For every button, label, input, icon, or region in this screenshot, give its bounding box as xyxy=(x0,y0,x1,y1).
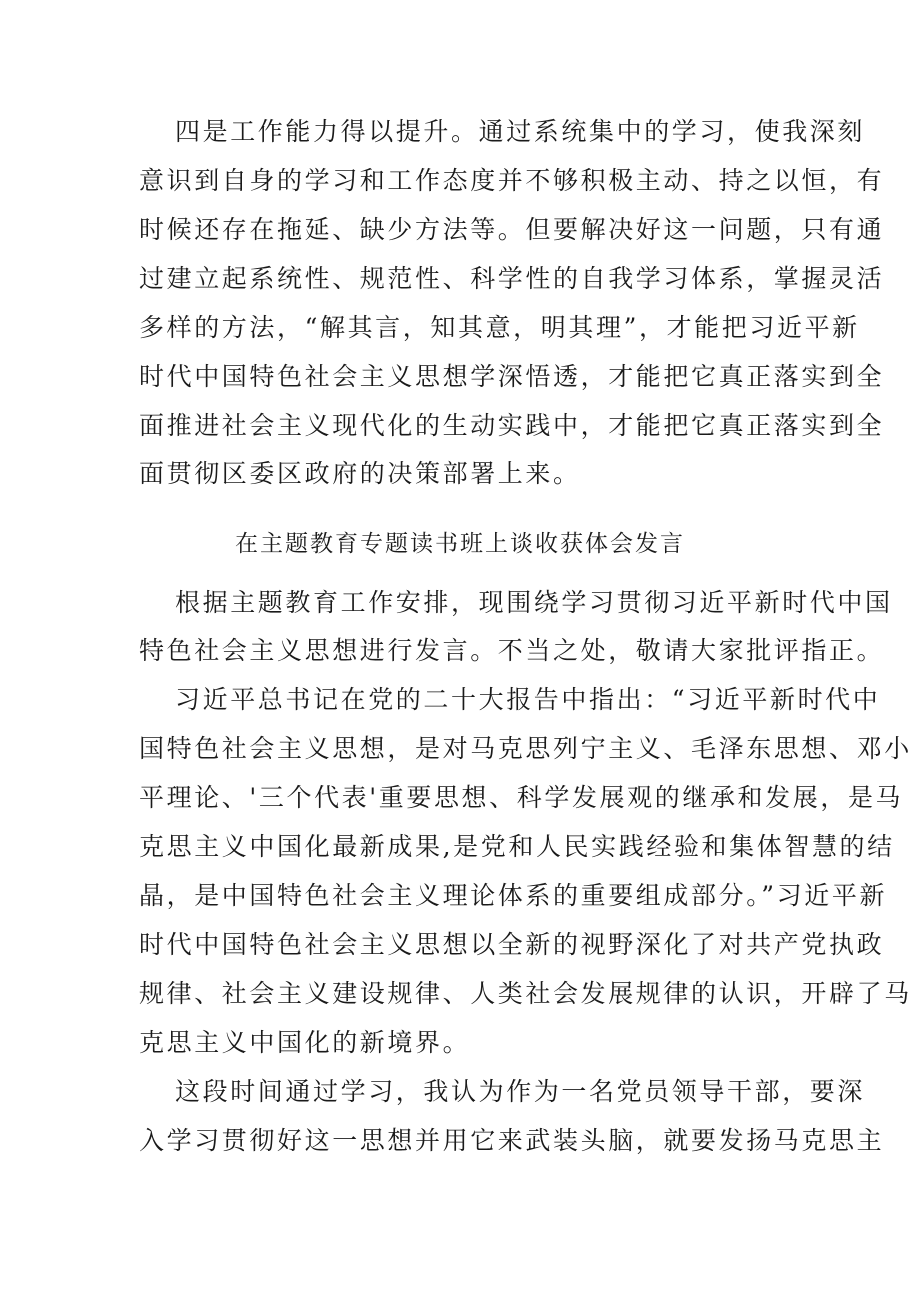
paragraph-line: 四是工作能力得以提升。通过系统集中的学习，使我深刻 xyxy=(175,117,866,146)
paragraph-line: 晶，是中国特色社会主义理论体系的重要组成部分。”习近平新 xyxy=(139,881,888,910)
paragraph-line: 时代中国特色社会主义思想学深悟透，才能把它真正落实到全 xyxy=(139,362,885,391)
paragraph-line: 入学习贯彻好这一思想并用它来武装头脑，就要发扬马克思主 xyxy=(139,1126,885,1155)
paragraph-line: 克思主义中国化最新成果,是党和人民实践经验和集体智慧的结 xyxy=(139,832,895,861)
paragraph-line: 规律、社会主义建设规律、人类社会发展规律的认识，开辟了马 xyxy=(139,979,912,1008)
paragraph-line: 面推进社会主义现代化的生动实践中，才能把它真正落实到全 xyxy=(139,411,885,440)
paragraph-line: 时候还存在拖延、缺少方法等。但要解决好这一问题，只有通 xyxy=(139,215,885,244)
paragraph-line: 特色社会主义思想进行发言。不当之处，敬请大家批评指正。 xyxy=(139,636,885,665)
section-title: 在主题教育专题读书班上谈收获体会发言 xyxy=(235,531,685,557)
paragraph-line: 意识到自身的学习和工作态度并不够积极主动、持之以恒，有 xyxy=(139,166,885,195)
paragraph-line: 平理论、'三个代表'重要思想、科学发展观的继承和发展，是马 xyxy=(139,783,904,812)
paragraph-line: 这段时间通过学习，我认为作为一名党员领导干部，要深 xyxy=(175,1077,866,1106)
paragraph-line: 过建立起系统性、规范性、科学性的自我学习体系，掌握灵活 xyxy=(139,264,885,293)
paragraph-line: 国特色社会主义思想，是对马克思列宁主义、毛泽东思想、邓小 xyxy=(139,734,912,763)
paragraph-line: 克思主义中国化的新境界。 xyxy=(139,1028,471,1057)
paragraph-line: 面贯彻区委区政府的决策部署上来。 xyxy=(139,459,581,488)
paragraph-line: 多样的方法，“解其言，知其意，明其理”，才能把习近平新 xyxy=(139,313,860,342)
paragraph-line: 时代中国特色社会主义思想以全新的视野深化了对共产党执政 xyxy=(139,930,885,959)
paragraph-line: 习近平总书记在党的二十大报告中指出：“习近平新时代中 xyxy=(175,685,881,714)
paragraph-line: 根据主题教育工作安排，现围绕学习贯彻习近平新时代中国 xyxy=(175,588,893,617)
